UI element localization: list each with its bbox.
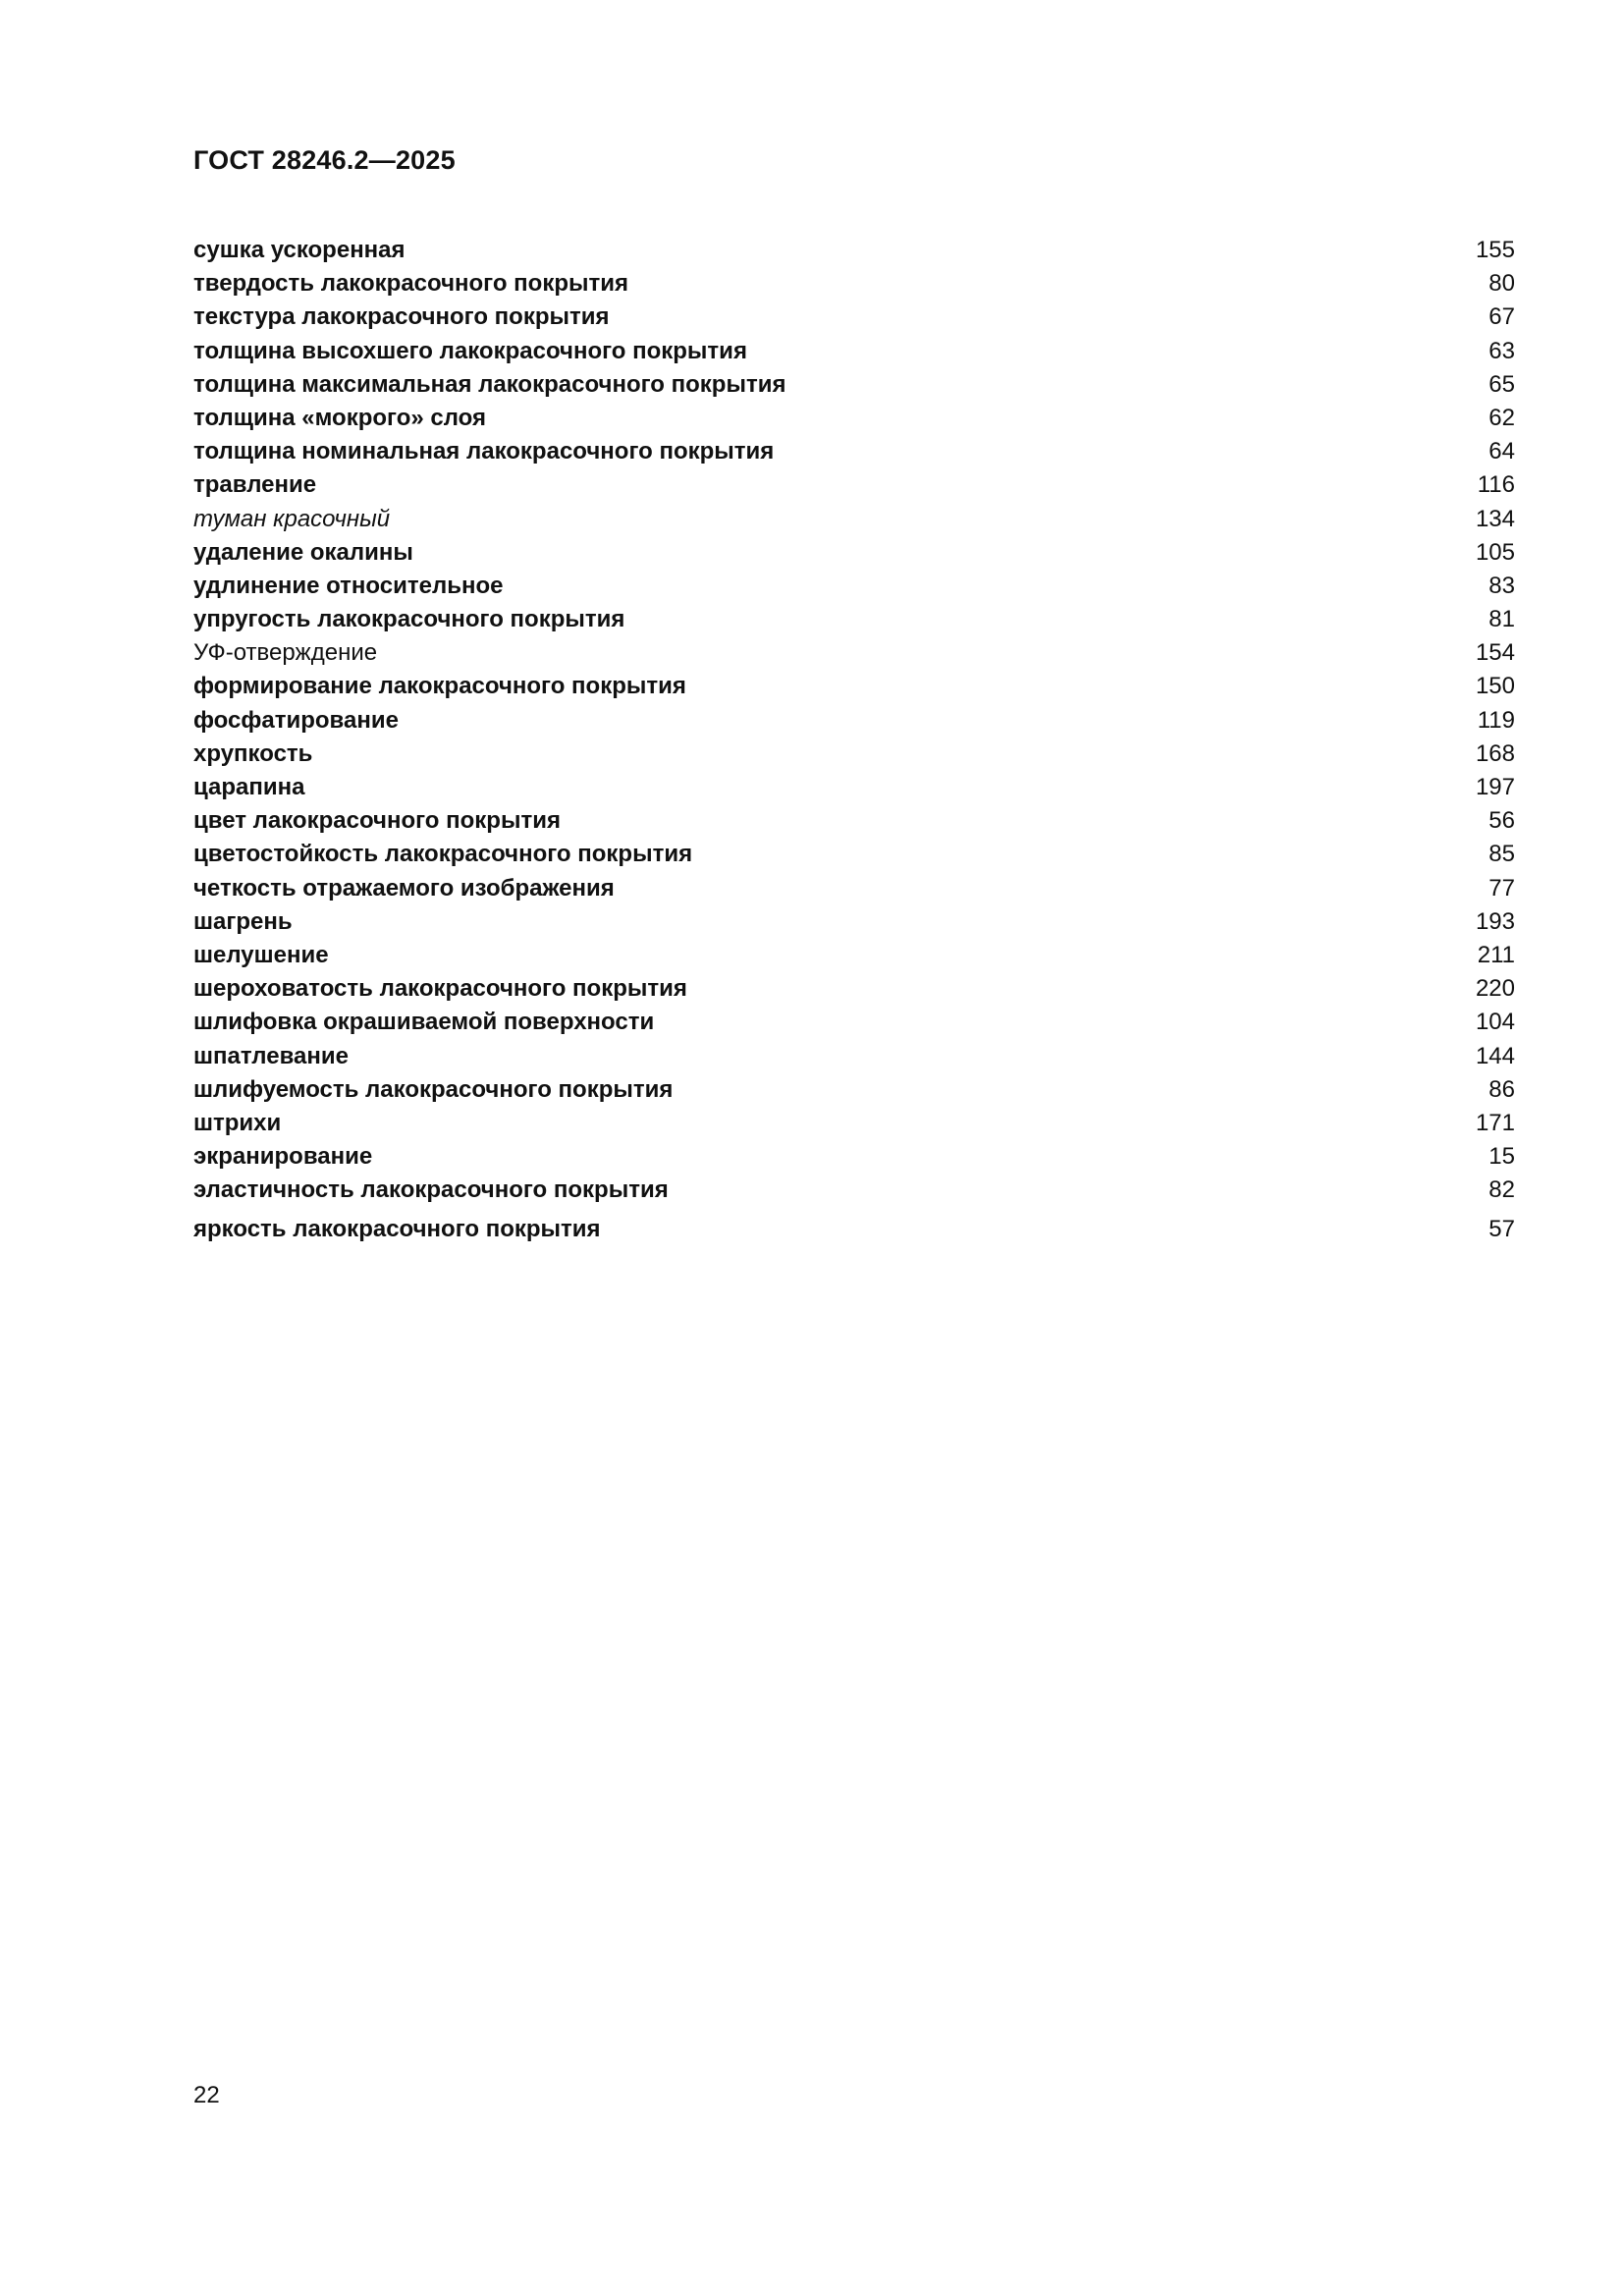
index-term: штрихи xyxy=(193,1109,282,1136)
index-page-ref: 65 xyxy=(1488,370,1515,398)
index-page-ref: 134 xyxy=(1475,505,1515,532)
index-page-ref: 155 xyxy=(1475,237,1515,263)
index-entry xyxy=(193,468,1515,502)
index-entry xyxy=(193,1073,1515,1107)
index-term: шагрень xyxy=(193,907,293,935)
index-page-ref: 85 xyxy=(1488,841,1515,868)
index-entry xyxy=(193,738,1515,771)
index-entry xyxy=(193,368,1515,402)
index-page-ref: 144 xyxy=(1475,1042,1515,1069)
index-term: удаление окалины xyxy=(193,538,413,566)
index-page-ref: 86 xyxy=(1488,1075,1515,1103)
index-page-ref: 57 xyxy=(1488,1216,1515,1243)
index-entry xyxy=(193,905,1515,939)
index-page-ref: 193 xyxy=(1475,907,1515,935)
index-term: экранирование xyxy=(193,1143,373,1171)
index-page-ref: 104 xyxy=(1475,1009,1515,1036)
index-term: фосфатирование xyxy=(193,706,399,734)
index-page-ref: 105 xyxy=(1475,538,1515,566)
index-entry xyxy=(193,939,1515,972)
index-entry xyxy=(193,1040,1515,1073)
index-entry xyxy=(193,435,1515,468)
alphabetical-term-index xyxy=(193,234,1515,1247)
index-page-ref: 15 xyxy=(1488,1143,1515,1171)
index-term: формирование лакокрасочного покрытия xyxy=(193,673,686,700)
page-number: 22 xyxy=(193,2082,220,2108)
index-page-ref: 154 xyxy=(1475,639,1515,667)
index-page-ref: 220 xyxy=(1475,975,1515,1003)
index-entry xyxy=(193,972,1515,1006)
index-entry xyxy=(193,234,1515,267)
index-term: туман красочный xyxy=(193,505,391,532)
index-page-ref: 82 xyxy=(1488,1176,1515,1204)
index-term: удлинение относительное xyxy=(193,572,504,599)
index-term: цветостойкость лакокрасочного покрытия xyxy=(193,841,693,868)
index-term: УФ-отверждение xyxy=(193,639,378,667)
index-entry xyxy=(193,1174,1515,1207)
index-term: толщина номинальная лакокрасочного покрытия xyxy=(193,438,775,465)
index-term: яркость лакокрасочного покрытия xyxy=(193,1216,601,1243)
index-entry xyxy=(193,1006,1515,1039)
index-term: шелушение xyxy=(193,941,329,968)
index-term: текстура лакокрасочного покрытия xyxy=(193,303,610,331)
index-entry xyxy=(193,402,1515,435)
index-term: травление xyxy=(193,471,317,499)
index-term: твердость лакокрасочного покрытия xyxy=(193,270,629,298)
index-term: сушка ускоренная xyxy=(193,237,406,263)
index-page-ref: 211 xyxy=(1477,941,1515,968)
index-term: шпатлевание xyxy=(193,1042,349,1069)
index-page-ref: 119 xyxy=(1477,706,1515,734)
index-page-ref: 62 xyxy=(1488,404,1515,431)
index-entry xyxy=(193,670,1515,703)
index-page-ref: 150 xyxy=(1475,673,1515,700)
index-page-ref: 67 xyxy=(1488,303,1515,331)
index-entry xyxy=(193,301,1515,334)
index-entry xyxy=(193,1140,1515,1174)
index-entry xyxy=(193,570,1515,603)
index-page-ref: 197 xyxy=(1475,774,1515,800)
index-page-ref: 77 xyxy=(1488,874,1515,902)
index-entry xyxy=(193,536,1515,570)
index-entry xyxy=(193,636,1515,670)
index-entry xyxy=(193,335,1515,368)
index-entry xyxy=(193,1107,1515,1140)
index-entry xyxy=(193,603,1515,636)
index-page-ref: 56 xyxy=(1488,807,1515,835)
index-page-ref: 81 xyxy=(1488,606,1515,633)
index-term: упругость лакокрасочного покрытия xyxy=(193,606,625,633)
index-term: толщина высохшего лакокрасочного покрытия xyxy=(193,337,747,364)
index-term: шлифовка окрашиваемой поверхности xyxy=(193,1009,655,1036)
index-page-ref: 168 xyxy=(1475,739,1515,767)
index-page-ref: 80 xyxy=(1488,270,1515,298)
index-entry xyxy=(193,267,1515,301)
index-term: царапина xyxy=(193,774,305,800)
index-page-ref: 83 xyxy=(1488,572,1515,599)
index-term: эластичность лакокрасочного покрытия xyxy=(193,1176,669,1204)
index-page-ref: 171 xyxy=(1475,1109,1515,1136)
index-page-ref: 64 xyxy=(1488,438,1515,465)
index-entry xyxy=(193,771,1515,804)
index-entry xyxy=(193,804,1515,838)
index-term: шероховатость лакокрасочного покрытия xyxy=(193,975,687,1003)
index-entry xyxy=(193,704,1515,738)
index-page-ref: 116 xyxy=(1477,471,1515,499)
index-page-ref: 63 xyxy=(1488,337,1515,364)
index-term: толщина «мокрого» слоя xyxy=(193,404,487,431)
index-term: четкость отражаемого изображения xyxy=(193,874,615,902)
index-term: цвет лакокрасочного покрытия xyxy=(193,807,561,835)
index-term: шлифуемость лакокрасочного покрытия xyxy=(193,1075,674,1103)
index-entry xyxy=(193,1213,1515,1246)
document-code-header: ГОСТ 28246.2—2025 xyxy=(193,145,456,175)
index-entry xyxy=(193,503,1515,536)
index-entry xyxy=(193,838,1515,871)
index-term: толщина максимальная лакокрасочного покрытия xyxy=(193,370,786,398)
index-term: хрупкость xyxy=(193,739,313,767)
index-entry xyxy=(193,872,1515,905)
